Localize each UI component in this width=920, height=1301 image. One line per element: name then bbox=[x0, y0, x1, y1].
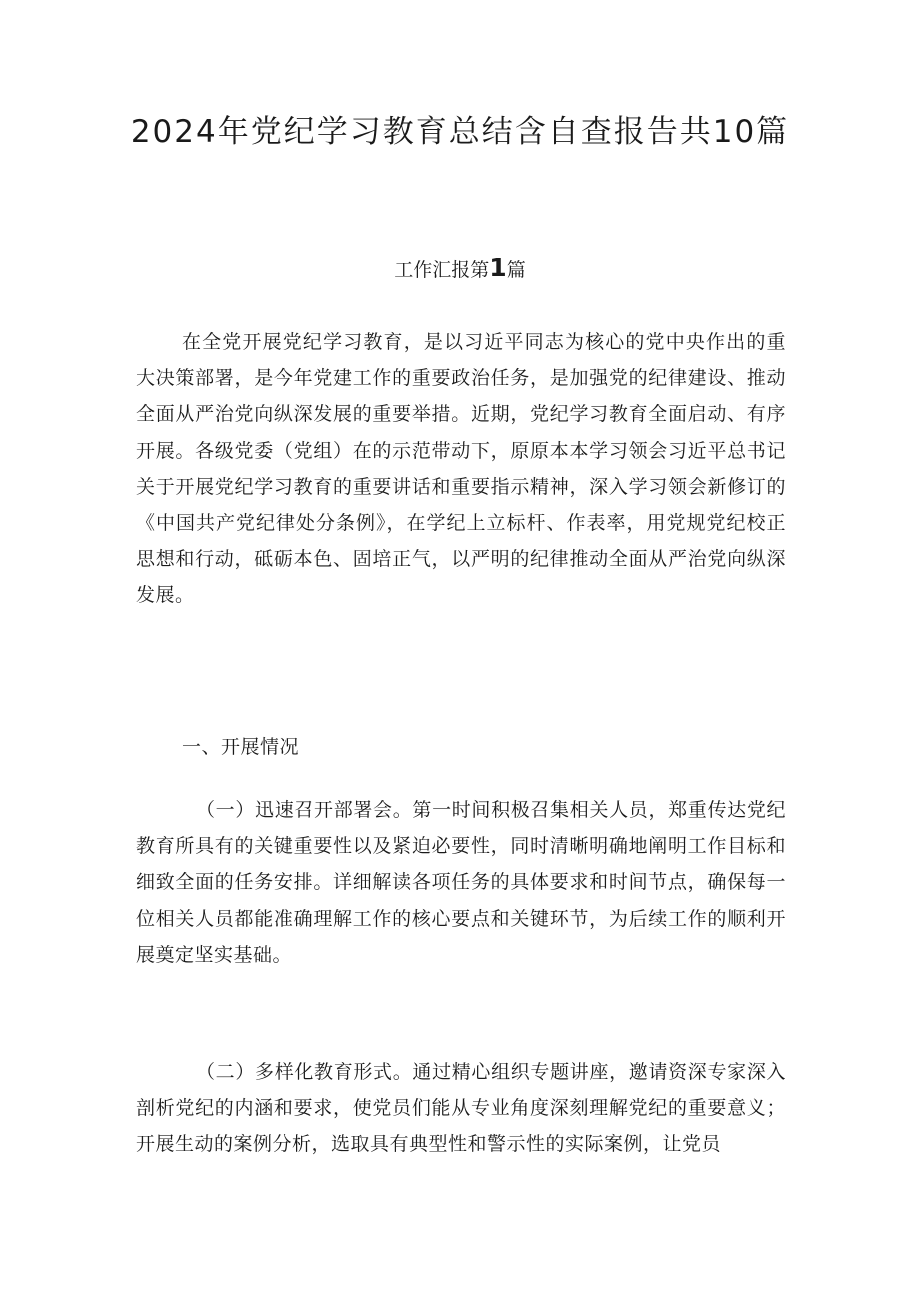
subtitle-prefix: 工作汇报第 bbox=[394, 259, 490, 281]
document-title: 2024年党纪学习教育总结含自查报告共10篇 bbox=[130, 114, 790, 150]
body-paragraph: （二）多样化教育形式。通过精心组织专题讲座，邀请资深专家深入剖析党纪的内涵和要求，使党员们能从专业角度深刻理解党纪的重要意义；开展生动的案例分析，选取具有典型性和警示性的实际案例，让党员 bbox=[136, 1061, 786, 1156]
body-paragraph: （一）迅速召开部署会。第一时间积极召集相关人员，郑重传达党纪教育所具有的关键重要性以及紧迫必要性，同时清晰明确地阐明工作目标和细致全面的任务安排。详细解读各项任务的具体要求和时间节点，确保每一位相关人员都能准确理解工作的核心要点和关键环节，为后续工作的顺利开展奠定坚实基础。 bbox=[136, 799, 786, 966]
subtitle-number: 1 bbox=[489, 253, 507, 282]
section-heading: 一、开展情况 bbox=[182, 736, 300, 758]
intro-paragraph: 在全党开展党纪学习教育，是以习近平同志为核心的党中央作出的重大决策部署，是今年党建工作的重要政治任务，是加强党的纪律建设、推动全面从严治党向纵深发展的重要举措。近期，党纪学习教育全面启动、有序开展。各级党委（党组）在的示范带动下，原原本本学习领会习近平总书记关于开展党纪学习教育的重要讲话和重要指示精神，深入学习领会新修订的《中国共产党纪律处分条例》，在学纪上立标杆、作表率，用党规党纪校正思想和行动，砥砺本色、固培正气，以严明的纪律推动全面从严治党向纵深发展。 bbox=[136, 331, 786, 607]
subtitle-suffix: 篇 bbox=[506, 259, 526, 281]
document-subtitle bbox=[0, 252, 920, 286]
